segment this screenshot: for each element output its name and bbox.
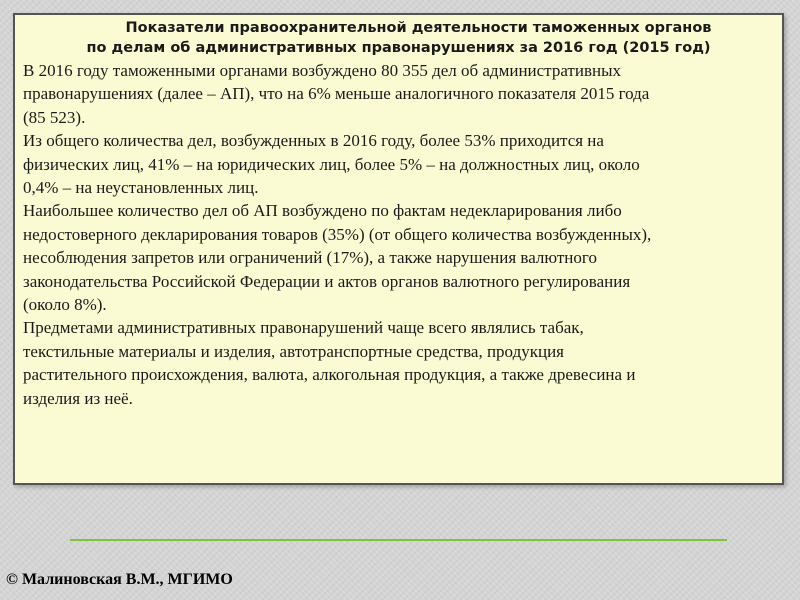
text-line: В 2016 году таможенными органами возбуждено 80 355 дел об административных (23, 61, 621, 80)
paragraph-offense-subjects (23, 316, 774, 410)
text-line: физических лиц, 41% – на юридических лиц, более 5% – на должностных лиц, около (23, 154, 640, 174)
text-line: 0,4% – на неустановленных лиц. (23, 178, 259, 198)
green-divider (70, 539, 727, 541)
text-line: Из общего количества дел, возбужденных в 2016 году, более 53% приходится на (23, 131, 604, 151)
text-line: (85 523). (23, 107, 86, 127)
paragraph-cases-by-type (23, 199, 774, 316)
content-box (13, 13, 784, 485)
text-line: Предметами административных правонарушений чаще всего являлись табак, (23, 318, 584, 338)
slide-title (23, 18, 774, 58)
text-line: несоблюдения запретов или ограничений (17%), а также нарушения валютного (23, 248, 597, 268)
text-line: изделия из неё. (23, 388, 133, 408)
body-text (23, 59, 774, 410)
text-line: недостоверного декларирования товаров (35%) (от общего количества возбужденных), (23, 224, 652, 244)
text-line: правонарушениях (далее – АП), что на 6% меньше аналогичного показателя 2015 года (23, 84, 650, 104)
paragraph-cases-total (23, 59, 774, 129)
copyright-footer: © Малиновская В.М., МГИМО (6, 571, 233, 588)
text-line: (около 8%). (23, 295, 107, 315)
slide-title-line-2: по делам об административных правонарушениях за 2016 год (2015 год) (86, 40, 711, 56)
paragraph-cases-by-person (23, 129, 774, 199)
text-line: текстильные материалы и изделия, автотранспортные средства, продукция (23, 341, 564, 361)
text-line: Наибольшее количество дел об АП возбуждено по фактам недекларирования либо (23, 201, 622, 221)
slide-title-line-1: Показатели правоохранительной деятельности таможенных органов (125, 20, 712, 36)
text-line: законодательства Российской Федерации и актов органов валютного регулирования (23, 271, 631, 291)
text-line: растительного происхождения, валюта, алкогольная продукция, а также древесина и (23, 365, 636, 385)
